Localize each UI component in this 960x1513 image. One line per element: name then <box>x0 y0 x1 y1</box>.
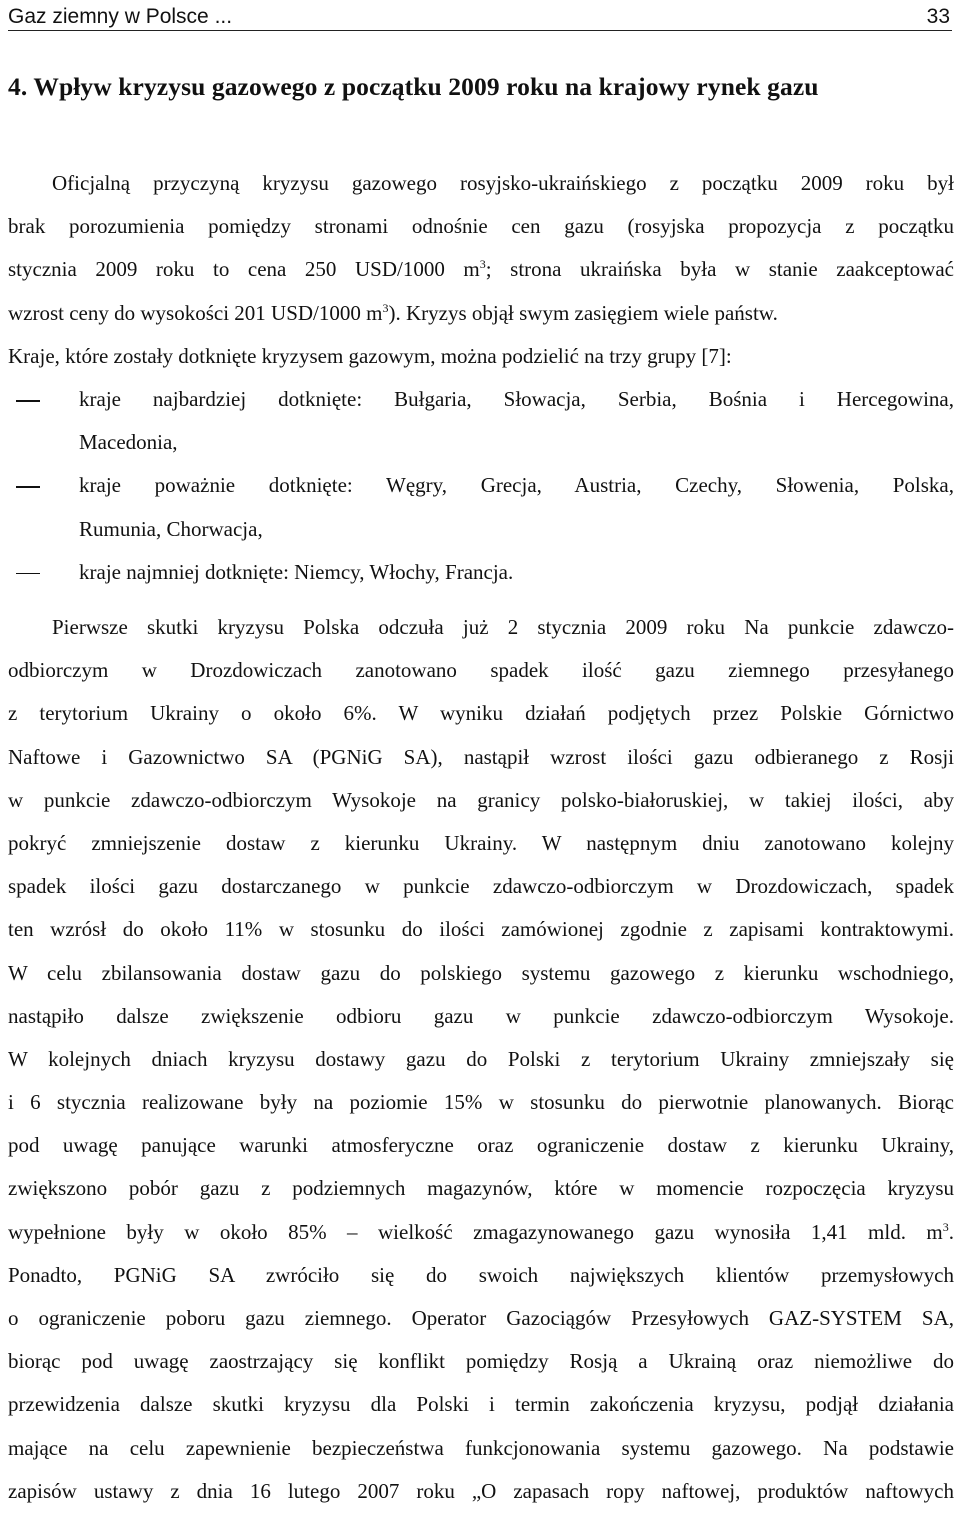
paragraph-line <box>8 1211 954 1254</box>
running-header-title: Gaz ziemny w Polsce ... <box>8 5 233 28</box>
intro-line <box>8 292 954 335</box>
list-item <box>8 464 954 507</box>
list-item <box>8 378 954 421</box>
paragraph-text: wypełnione były w około 85% – wielkość zmagazynowanego gazu wynosiła 1,41 mld. m <box>8 1219 943 1244</box>
superscript: 3 <box>479 257 486 272</box>
country-groups-list <box>8 378 954 594</box>
paragraph-line: spadek ilości gazu dostarczanego w punkcie zdawczo-odbiorczym w Drozdowiczach, spadek <box>8 874 954 899</box>
intro-line: Oficjalną przyczyną kryzysu gazowego rosyjsko-ukraińskiego z początku 2009 roku był <box>52 171 954 195</box>
intro-paragraph <box>8 162 954 378</box>
dash-bullet <box>16 486 40 488</box>
paragraph-line: i 6 stycznia realizowane były na poziomie 15% w stosunku do pierwotnie planowanych. Biorąc <box>8 1090 954 1115</box>
paragraph-line: odbiorczym w Drozdowiczach zanotowano spadek ilość gazu ziemnego przesyłanego <box>8 658 954 683</box>
list-item-text: kraje poważnie dotknięte: Węgry, Grecja, Austria, Czechy, Słowenia, Polska, <box>79 473 954 498</box>
paragraph-line: pokryć zmniejszenie dostaw z kierunku Ukrainy. W następnym dniu zanotowano kolejny <box>8 830 954 855</box>
main-paragraph <box>8 606 954 1513</box>
list-item-continuation: Rumunia, Chorwacja, <box>79 516 263 541</box>
intro-text: wzrost ceny do wysokości 201 USD/1000 m <box>8 300 383 325</box>
paragraph-line: mające na celu zapewnienie bezpieczeństwa funkcjonowania systemu gazowego. Na podstawie <box>8 1435 954 1460</box>
paragraph-line: przewidzenia dalsze skutki kryzysu dla Polski i termin zakończenia kryzysu, podjął działania <box>8 1392 954 1417</box>
paragraph-line: zwiększono pobór gazu z podziemnych magazynów, które w momencie rozpoczęcia kryzysu <box>8 1176 954 1201</box>
list-item <box>8 551 954 594</box>
intro-text: ; strona ukraińska była w stanie zaakceptować <box>485 257 954 282</box>
paragraph-line: zapisów ustawy z dnia 16 lutego 2007 roku „O zapasach ropy naftowej, produktów naftowych <box>8 1478 954 1503</box>
paragraph-line: ten wzrósł do około 11% w stosunku do ilości zamówionej zgodnie z zapisami kontraktowymi. <box>8 917 954 942</box>
page-number: 33 <box>926 5 950 28</box>
paragraph-line: Naftowe i Gazownictwo SA (PGNiG SA), nastąpił wzrost ilości gazu odbieranego z Rosji <box>8 744 954 769</box>
paragraph-text: . <box>948 1219 954 1244</box>
paragraph-line: Ponadto, PGNiG SA zwróciło się do swoich największych klientów przemysłowych <box>8 1262 954 1287</box>
intro-line: Kraje, które zostały dotknięte kryzysem gazowym, można podzielić na trzy grupy [7]: <box>8 343 732 368</box>
paragraph-line: Pierwsze skutki kryzysu Polska odczuła już 2 stycznia 2009 roku Na punkcie zdawczo- <box>52 615 954 639</box>
intro-line <box>8 248 954 291</box>
paragraph-line: pod uwagę panujące warunki atmosferyczne oraz ograniczenie dostaw z kierunku Ukrainy, <box>8 1133 954 1158</box>
paragraph-line: W kolejnych dniach kryzysu dostawy gazu do Polski z terytorium Ukrainy zmniejszały się <box>8 1046 954 1071</box>
intro-text: stycznia 2009 roku to cena 250 USD/1000 m <box>8 257 480 282</box>
paragraph-line: biorąc pod uwagę zaostrzający się konflikt pomiędzy Rosją a Ukrainą oraz niemożliwe do <box>8 1349 954 1374</box>
section-heading: 4. Wpływ kryzysu gazowego z początku 2009 roku na krajowy rynek gazu <box>8 72 819 101</box>
paragraph-line: W celu zbilansowania dostaw gazu do polskiego systemu gazowego z kierunku wschodniego, <box>8 960 954 985</box>
paragraph-line: o ograniczenie poboru gazu ziemnego. Operator Gazociągów Przesyłowych GAZ-SYSTEM SA, <box>8 1306 954 1330</box>
dash-bullet <box>16 400 40 402</box>
list-item-text: kraje najbardziej dotknięte: Bułgaria, Słowacja, Serbia, Bośnia i Hercegowina, <box>79 387 954 411</box>
list-item-continuation: Macedonia, <box>79 430 178 455</box>
paragraph-line: nastąpiło dalsze zwiększenie odbioru gazu w punkcie zdawczo-odbiorczym Wysokoje. <box>8 1003 954 1028</box>
intro-text: ). Kryzys objął swym zasięgiem wiele państw. <box>388 300 778 325</box>
dash-bullet <box>16 573 40 575</box>
intro-line: brak porozumienia pomiędzy stronami odnośnie cen gazu (rosyjska propozycja z początku <box>8 214 954 239</box>
paragraph-line: w punkcie zdawczo-odbiorczym Wysokoje na granicy polsko-białoruskiej, w takiej ilości, aby <box>8 787 954 812</box>
list-item-text: kraje najmniej dotknięte: Niemcy, Włochy, Francja. <box>79 559 514 584</box>
superscript: 3 <box>382 300 389 315</box>
superscript: 3 <box>942 1219 949 1234</box>
paragraph-line: z terytorium Ukrainy o około 6%. W wyniku działań podjętych przez Polskie Górnictwo <box>8 701 954 726</box>
running-header <box>8 2 952 31</box>
